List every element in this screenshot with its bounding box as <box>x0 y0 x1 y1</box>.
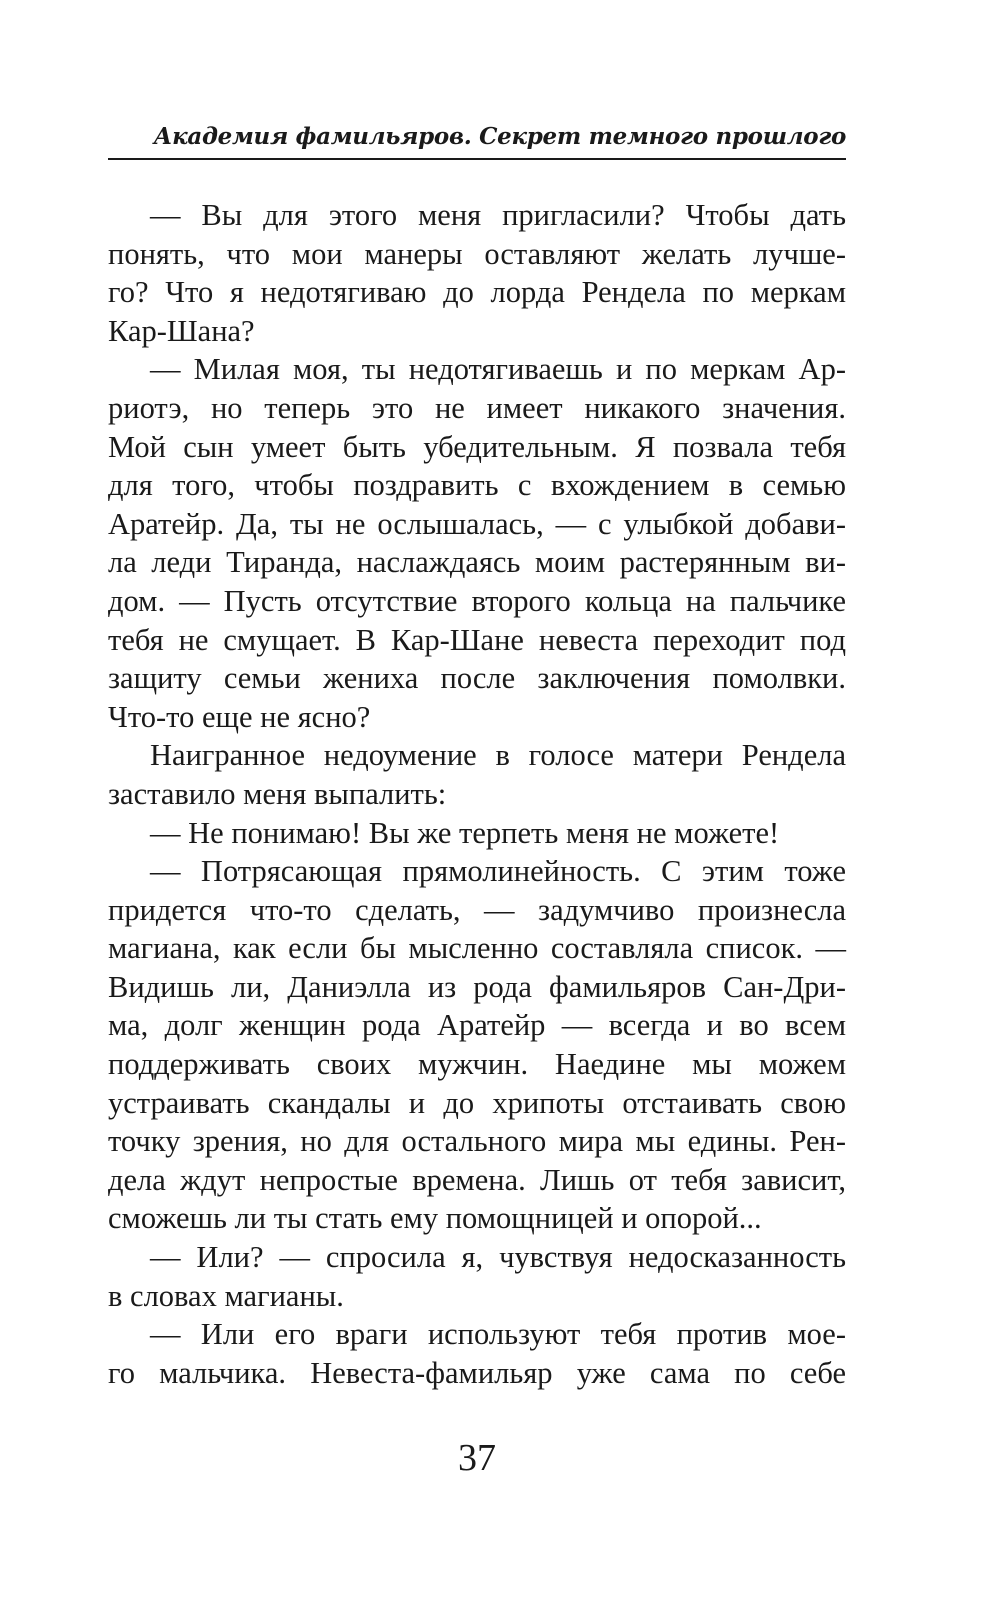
text-line: — Или? — спросила я, чувствуя недосказанность <box>150 1240 846 1275</box>
text-line: в словах магианы. <box>108 1278 344 1313</box>
text-line: дела ждут непростые времена. Лишь от тебя зависит, <box>108 1162 846 1197</box>
page-number: 37 <box>458 1437 496 1479</box>
text-line: Наигранное недоумение в голосе матери Рендела <box>150 738 846 773</box>
running-head: Академия фамильяров. Секрет темного прошлого <box>153 123 846 150</box>
text-line: придется что-то сделать, — задумчиво произнесла <box>108 892 846 927</box>
text-line: риотэ, но теперь это не имеет никакого значения. <box>108 390 846 425</box>
text-line: тебя не смущает. В Кар-Шане невеста переходит под <box>108 622 846 657</box>
text-line: точку зрения, но для остального мира мы едины. Рен- <box>108 1124 846 1159</box>
text-line: сможешь ли ты стать ему помощницей и опорой... <box>108 1201 762 1236</box>
header-rule <box>108 158 846 160</box>
text-line: Видишь ли, Даниэлла из рода фамильяров Сан-Дри- <box>108 969 846 1004</box>
text-line: го? Что я недотягиваю до лорда Рендела по меркам <box>108 275 846 310</box>
text-line: поддерживать своих мужчин. Наедине мы можем <box>108 1047 846 1082</box>
text-line: дом. — Пусть отсутствие второго кольца на пальчике <box>108 583 846 618</box>
body-text <box>108 196 846 1392</box>
text-line: понять, что мои манеры оставляют желать лучше- <box>108 236 846 271</box>
text-line: — Не понимаю! Вы же терпеть меня не можете! <box>150 815 780 850</box>
text-line: — Милая моя, ты недотягиваешь и по меркам Ар- <box>150 352 846 387</box>
text-line: заставило меня выпалить: <box>108 776 447 811</box>
text-line: устраивать скандалы и до хрипоты отстаивать свою <box>108 1085 846 1120</box>
text-line: Что-то еще не ясно? <box>108 699 371 734</box>
text-line: — Вы для этого меня пригласили? Чтобы дать <box>150 198 846 232</box>
text-line: ла леди Тиранда, наслаждаясь моим растерянным ви- <box>108 545 846 580</box>
text-line: для того, чтобы поздравить с вхождением в семью <box>108 468 846 503</box>
text-line: го мальчика. Невеста-фамильяр уже сама по себе <box>108 1355 846 1390</box>
text-line: Кар-Шана? <box>108 313 255 348</box>
text-line: — Или его враги используют тебя против мое- <box>150 1317 846 1352</box>
text-line: Мой сын умеет быть убедительным. Я позвала тебя <box>108 429 846 464</box>
text-line: ма, долг женщин рода Аратейр — всегда и во всем <box>108 1008 846 1043</box>
text-line: Аратейр. Да, ты не ослышалась, — с улыбкой добави- <box>108 506 846 541</box>
text-line: защиту семьи жениха после заключения помолвки. <box>108 661 846 696</box>
text-line: — Потрясающая прямолинейность. С этим тоже <box>150 854 846 889</box>
text-line: магиана, как если бы мысленно составляла список. — <box>108 931 846 966</box>
